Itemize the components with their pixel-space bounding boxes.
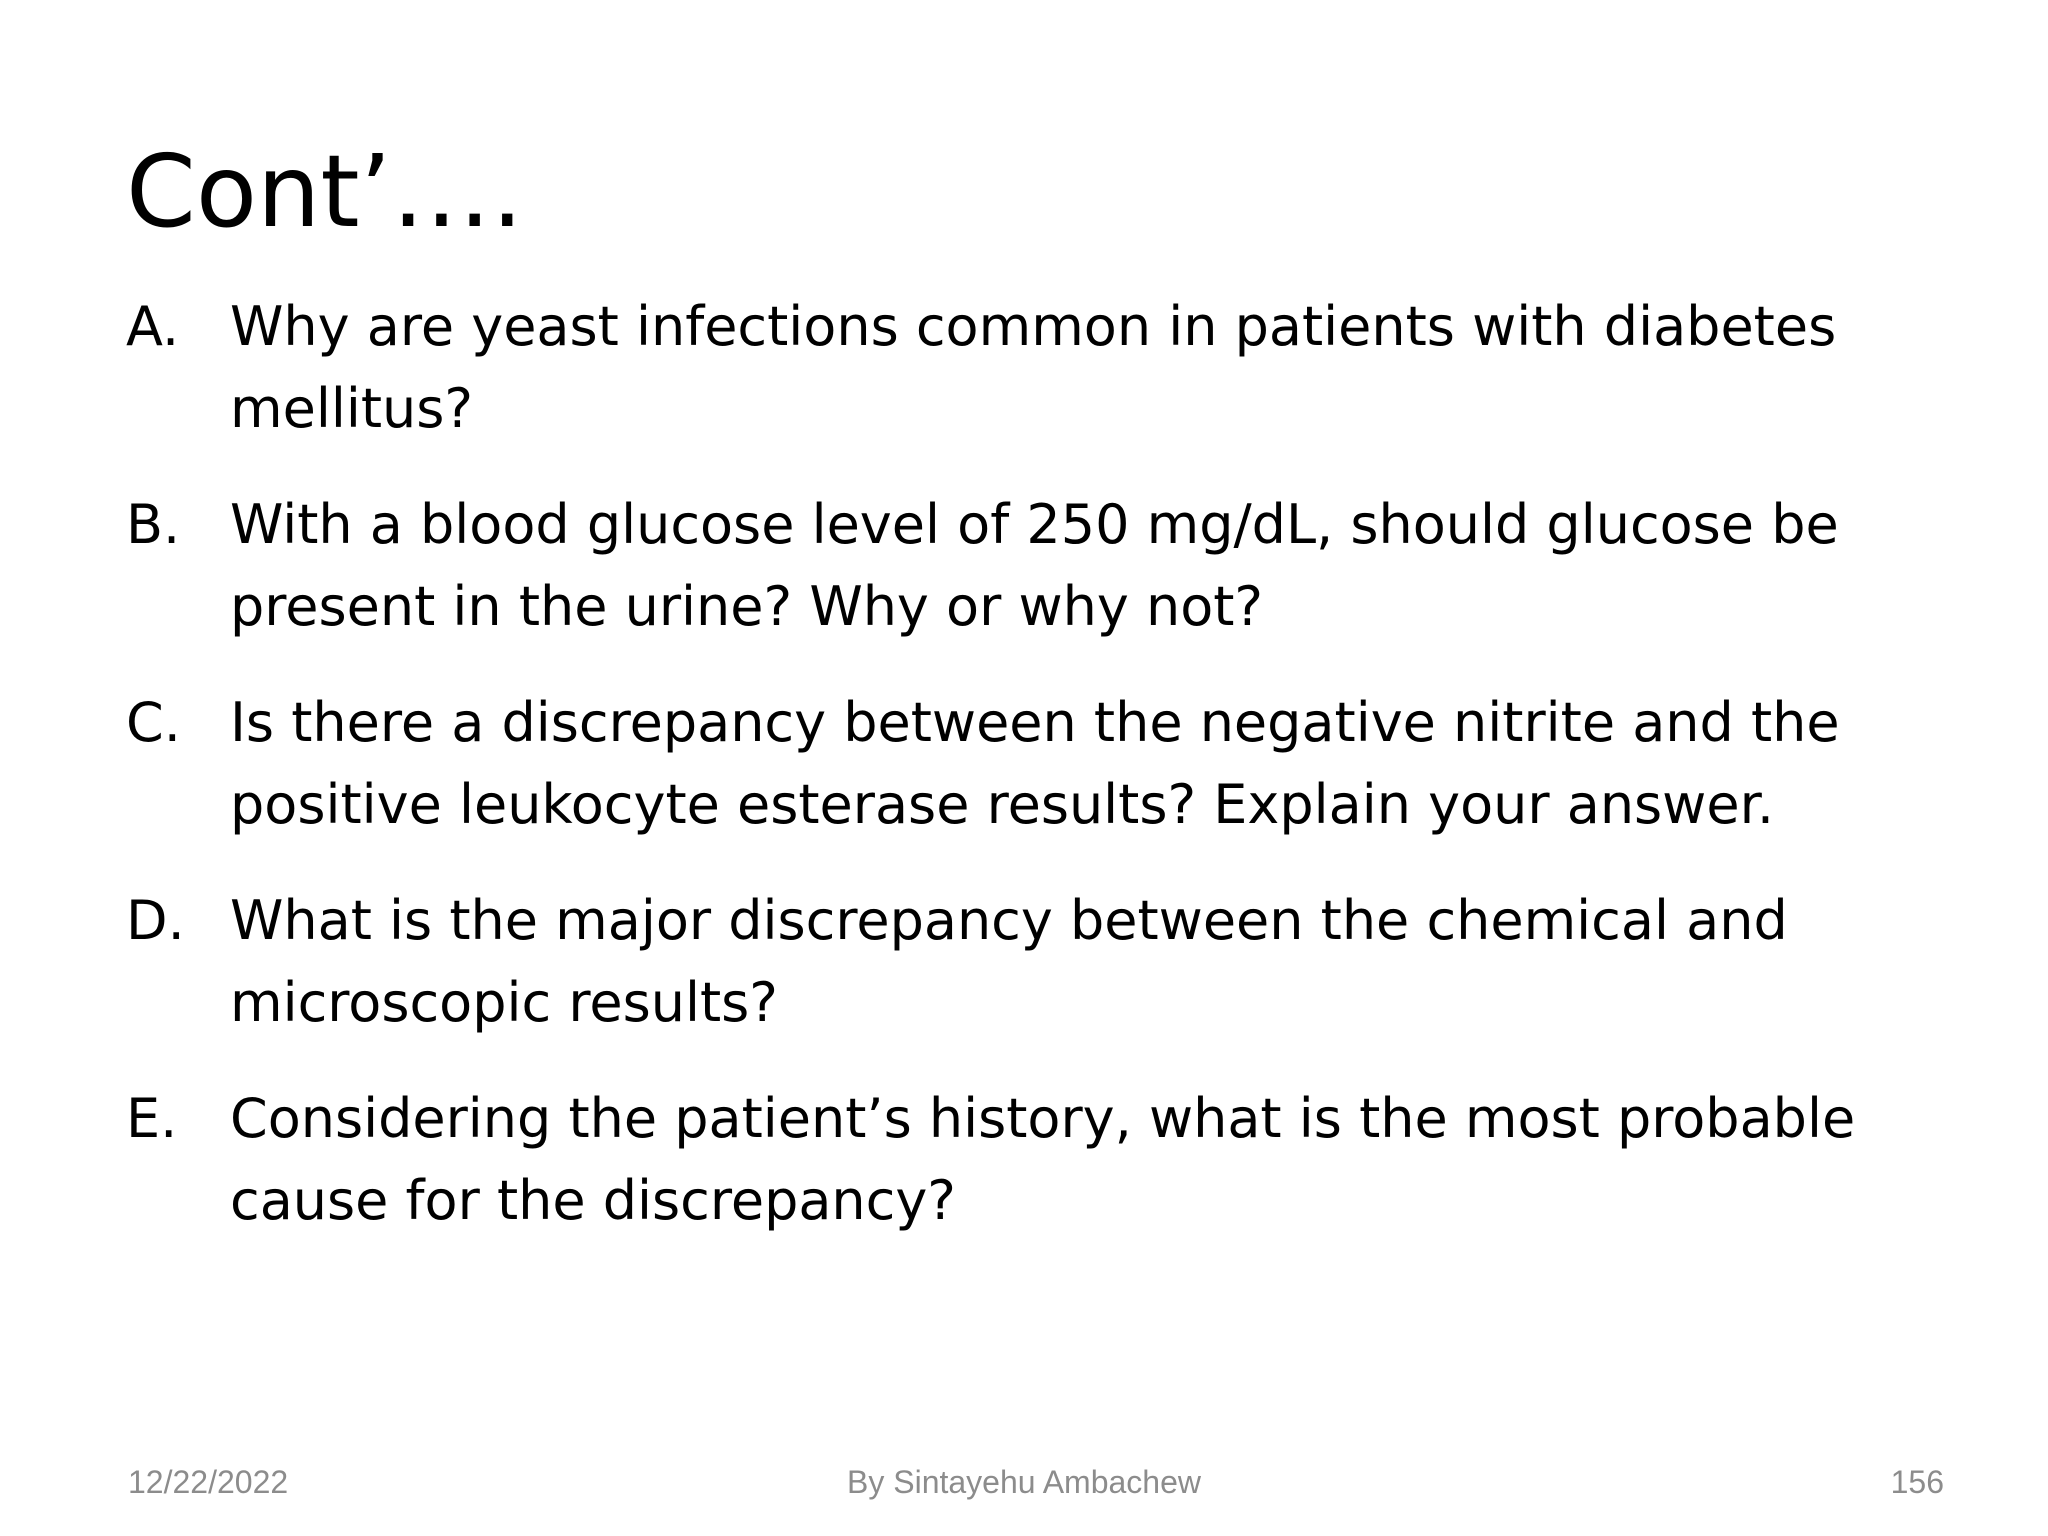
list-item bbox=[126, 1078, 1956, 1242]
question-letter: A. bbox=[126, 295, 180, 358]
list-item bbox=[126, 682, 1956, 846]
question-text: What is the major discrepancy between the chemical and microscopic results? bbox=[230, 889, 1788, 1034]
list-item bbox=[126, 286, 1956, 450]
question-text: Why are yeast infections common in patients with diabetes mellitus? bbox=[230, 295, 1837, 440]
footer-date: 12/22/2022 bbox=[128, 1464, 289, 1500]
list-item bbox=[126, 880, 1956, 1044]
list-item bbox=[126, 484, 1956, 648]
question-text: Is there a discrepancy between the negative nitrite and the positive leukocyte esterase results? Explain your answer. bbox=[230, 691, 1840, 836]
question-text: With a blood glucose level of 250 mg/dL, should glucose be present in the urine? Why or why not? bbox=[230, 493, 1839, 638]
slide-title: Cont’…. bbox=[126, 133, 524, 250]
page-number: 156 bbox=[1890, 1464, 1944, 1500]
footer-author: By Sintayehu Ambachew bbox=[847, 1464, 1201, 1500]
question-list bbox=[126, 286, 1956, 1276]
question-text: Considering the patient’s history, what is the most probable cause for the discrepancy? bbox=[230, 1087, 1856, 1232]
question-letter: B. bbox=[126, 493, 181, 556]
question-letter: D. bbox=[126, 889, 185, 952]
question-letter: E. bbox=[126, 1087, 178, 1150]
question-letter: C. bbox=[126, 691, 181, 754]
